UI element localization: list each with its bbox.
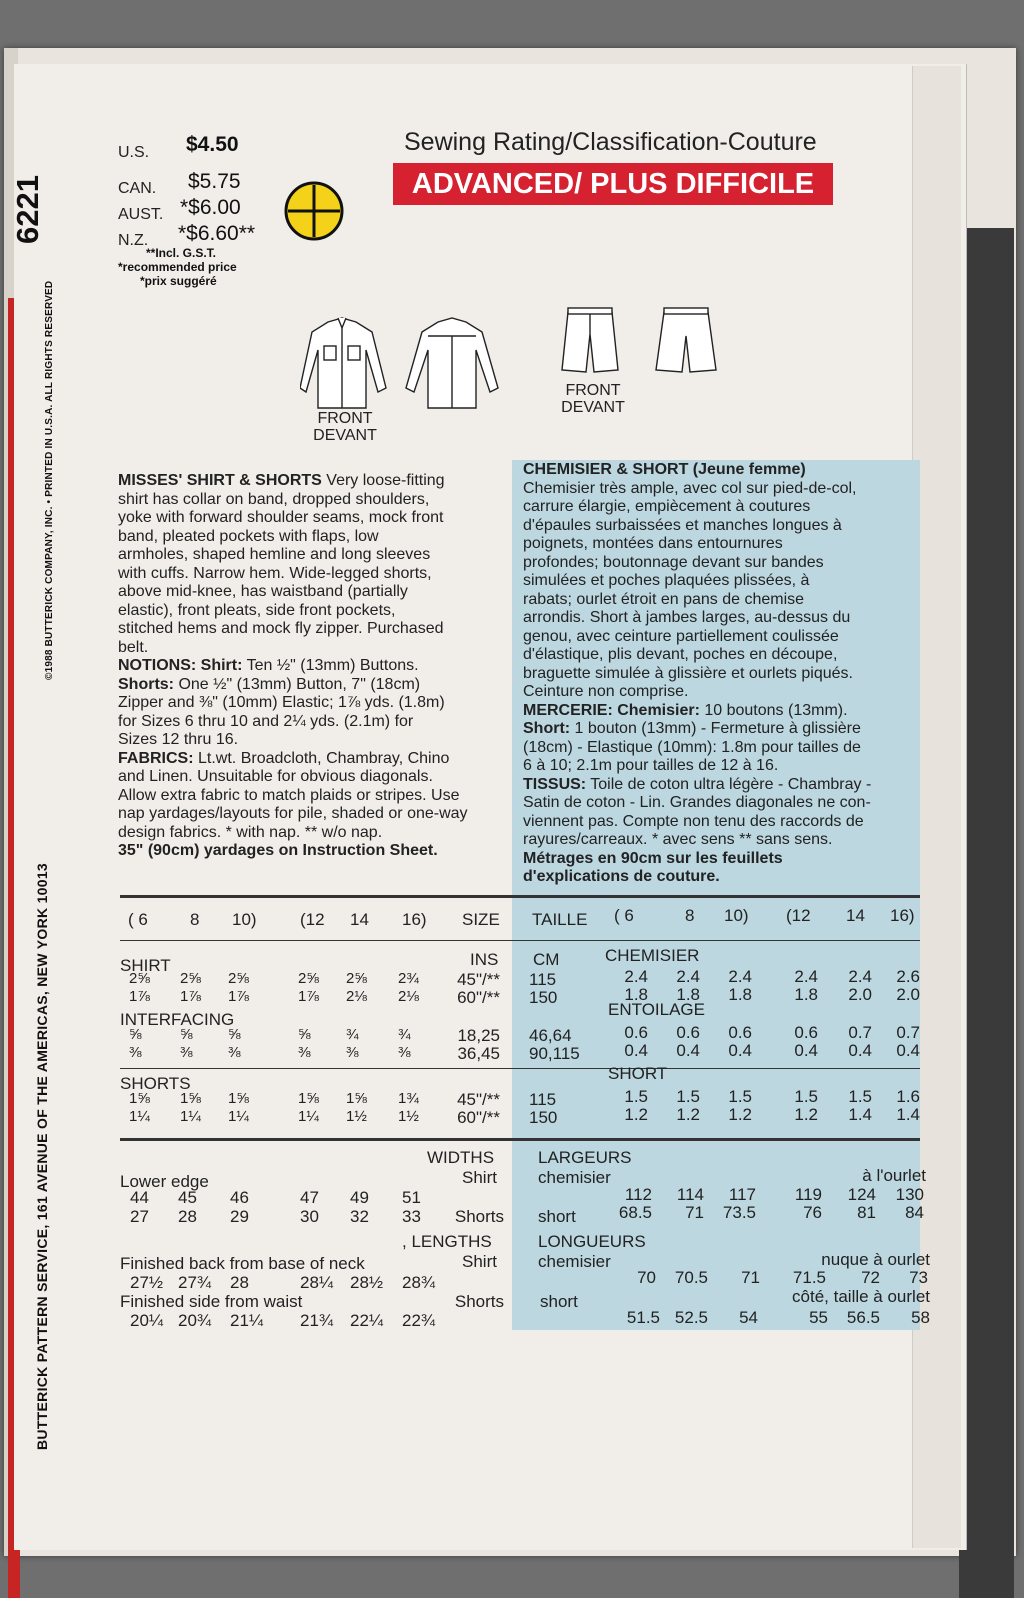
price-note-suggere: *prix suggéré xyxy=(140,274,217,288)
interfacing-cm-cell: 0.6 xyxy=(624,1023,648,1042)
lengths-shorts-label: Shorts xyxy=(454,1292,504,1311)
english-description-text: Lt.wt. Broadcloth, Chambray, Chino xyxy=(193,749,450,767)
shorts-width-cm: 115 xyxy=(529,1090,557,1109)
shirt-us-cell: 1⅞ xyxy=(228,988,249,1005)
cm-label: CM xyxy=(533,950,560,969)
french-description-text: profondes; boutonnage devant sur bandes xyxy=(523,553,824,571)
widths-shorts-us-cell: 32 xyxy=(350,1207,369,1226)
interfacing-label-en: INTERFACING xyxy=(120,1010,235,1029)
shirt-cm-cell: 2.4 xyxy=(676,967,700,986)
price-value-aust: *$6.00 xyxy=(180,196,241,219)
lengths-shorts-cm-cell: 54 xyxy=(739,1308,758,1327)
french-description-line xyxy=(523,609,871,628)
interfacing-us-cell: ⅜ xyxy=(346,1044,359,1061)
english-description-text: band, pleated pockets with flaps, low xyxy=(118,527,379,545)
shorts-sketch-icon xyxy=(560,300,720,380)
lengths-shorts-cm-cell: 51.5 xyxy=(626,1308,660,1327)
interfacing-cm-cell: 0.6 xyxy=(794,1023,818,1042)
english-description-line xyxy=(118,694,468,713)
shorts-cm-cell: 1.2 xyxy=(676,1105,700,1124)
french-description-line xyxy=(523,665,871,684)
shorts-width-in: 45"/** xyxy=(457,1090,500,1109)
lengths-shirt-us-cell: 28¼ xyxy=(300,1273,334,1292)
english-description-text: for Sizes 6 thru 10 and 2¼ yds. (2.1m) for xyxy=(118,712,414,730)
french-description-line xyxy=(523,813,871,832)
french-description-text: Satin de coton - Lin. Grandes diagonales ne con- xyxy=(523,794,871,811)
price-label-us: U.S. xyxy=(118,144,150,161)
shorts-us-cell: 1⅝ xyxy=(228,1090,249,1107)
shorts-label-en: SHORTS xyxy=(120,1074,191,1093)
english-description-text: with cuffs. Narrow hem. Wide-legged shorts, xyxy=(118,564,432,582)
english-description xyxy=(118,472,468,861)
english-description-text: elastic), front pleats, side front pockets, xyxy=(118,601,396,619)
interfacing-cm-cell: 0.7 xyxy=(848,1023,872,1042)
lengths-shirt-us-cell: 28½ xyxy=(350,1273,384,1292)
table-rule xyxy=(120,1138,920,1141)
english-description-line xyxy=(118,472,468,491)
french-description-line xyxy=(523,646,871,665)
french-description-text: 6 à 10; 2.1m pour tailles de 12 à 16. xyxy=(523,757,779,774)
lengths-shirt-us-cell: 28 xyxy=(230,1273,249,1292)
widths-shirt-us-cell: 47 xyxy=(300,1188,319,1207)
lengths-back-fr-label: nuque à ourlet xyxy=(821,1250,930,1269)
shirt-width-in: 60"/** xyxy=(457,988,500,1007)
interfacing-us-cell: ⅜ xyxy=(180,1044,193,1061)
advanced-badge: ADVANCED/ PLUS DIFFICILE xyxy=(393,163,833,205)
interfacing-us-cell: ¾ xyxy=(398,1026,411,1043)
lengths-shirt-cm-cell: 70.5 xyxy=(674,1268,708,1287)
taille-header-cell: 14 xyxy=(846,906,865,925)
french-description-text: Chemisier très ample, avec col sur pied-de-col, xyxy=(523,479,857,497)
french-description-text: CHEMISIER & SHORT (Jeune femme) xyxy=(523,461,806,478)
english-description-text: above mid-knee, has waistband (partially xyxy=(118,583,408,600)
english-description-text: FABRICS: xyxy=(118,749,194,767)
table-rule xyxy=(120,895,920,898)
lengths-shirt-cm-cell: 70 xyxy=(637,1268,656,1287)
french-description-line xyxy=(523,757,871,776)
french-description-text: rayures/carreaux. * avec sens ** sans sens. xyxy=(523,831,833,848)
table-rule xyxy=(120,940,920,941)
french-description-line xyxy=(523,776,871,795)
french-description-line xyxy=(523,702,871,721)
shirt-us-cell: 2⅛ xyxy=(346,988,367,1005)
english-description-line xyxy=(118,657,468,676)
pattern-number: 6221 xyxy=(10,175,45,244)
taille-header-cell: 8 xyxy=(685,906,695,925)
lengths-side-fr-label: côté, taille à ourlet xyxy=(792,1287,930,1306)
english-description-text: Shorts: xyxy=(118,675,174,693)
english-description-line xyxy=(118,583,468,602)
taille-header-cell: ( 6 xyxy=(614,906,634,925)
widths-shirt-us-cell: 49 xyxy=(350,1188,369,1207)
shirt-cm-cell: 1.8 xyxy=(728,985,752,1004)
french-description-text: simulées et poches plaquées plissées, à xyxy=(523,572,810,589)
widths-shirt-label: Shirt xyxy=(462,1168,497,1187)
widths-shirt-cm-cell: 130 xyxy=(895,1185,924,1204)
lower-edge-label: Lower edge xyxy=(120,1172,209,1191)
interfacing-cm-cell: 0.4 xyxy=(624,1041,648,1060)
interfacing-us-cell: ⅝ xyxy=(129,1026,142,1043)
shirt-cm-cell: 2.4 xyxy=(794,967,818,986)
french-description-text: arrondis. Short à jambes larges, au-dessus du xyxy=(523,609,851,626)
shorts-us-cell: 1¼ xyxy=(298,1108,319,1125)
english-description-line xyxy=(118,676,468,695)
interfacing-cm-cell: 0.4 xyxy=(676,1041,700,1060)
shorts-cm-cell: 1.5 xyxy=(676,1087,700,1106)
widths-shorts-cm-cell: 68.5 xyxy=(618,1203,652,1222)
lengths-shorts-us-cell: 22¾ xyxy=(402,1311,436,1330)
widths-shorts-cm-cell: 76 xyxy=(803,1203,822,1222)
shorts-cm-cell: 1.5 xyxy=(794,1087,818,1106)
english-description-line xyxy=(118,768,468,787)
shorts-us-cell: 1⅝ xyxy=(129,1090,150,1107)
widths-shorts-us-cell: 33 xyxy=(402,1207,421,1226)
price-value-nz: *$6.60** xyxy=(178,222,256,245)
interfacing-cm-cell: 0.4 xyxy=(896,1041,920,1060)
taille-header-cell: 10) xyxy=(724,906,749,925)
shirt-width-in: 45"/** xyxy=(457,970,500,989)
english-description-text: yoke with forward shoulder seams, mock front xyxy=(118,509,444,526)
publisher-address: BUTTERICK PATTERN SERVICE, 161 AVENUE OF THE AMERICAS, NEW YORK 10013 xyxy=(34,862,50,1450)
taille-header-cell: (12 xyxy=(786,906,811,925)
french-description-text: genou, avec ceinture partiellement coulissée xyxy=(523,627,839,645)
widths-shorts-us-cell: 30 xyxy=(300,1207,319,1226)
finished-side-label: Finished side from waist xyxy=(120,1292,303,1311)
english-description-line xyxy=(118,750,468,769)
french-description-line xyxy=(523,628,871,647)
taille-header-cell: 16) xyxy=(890,906,915,925)
shorts-us-cell: 1¼ xyxy=(129,1108,150,1125)
widths-short-label: short xyxy=(538,1207,576,1226)
interfacing-us-cell: ¾ xyxy=(346,1026,359,1043)
widths-shirt-cm-cell: 114 xyxy=(676,1185,704,1204)
shirt-width-cm: 115 xyxy=(529,970,557,989)
price-value-can: $5.75 xyxy=(188,170,241,193)
dark-background-edge xyxy=(959,228,1014,1598)
shorts-us-cell: 1⅝ xyxy=(298,1090,319,1107)
shirt-us-cell: 2⅝ xyxy=(129,970,150,987)
english-description-text: Allow extra fabric to match plaids or stripes. Use xyxy=(118,786,460,804)
widths-shorts-cm-cell: 84 xyxy=(905,1203,924,1222)
french-description-text: Métrages en 90cm sur les feuillets xyxy=(523,849,783,867)
shirt-us-cell: 1⅞ xyxy=(180,988,201,1005)
english-description-text: Sizes 12 thru 16. xyxy=(118,731,239,748)
lengths-label: , LENGTHS xyxy=(402,1232,492,1251)
french-description-line xyxy=(523,572,871,591)
sewing-rating-title: Sewing Rating/Classification-Couture xyxy=(404,128,817,156)
lengths-shorts-us-cell: 21¾ xyxy=(300,1311,334,1330)
french-description-line xyxy=(523,831,871,850)
english-description-line xyxy=(118,824,468,843)
shorts-cm-cell: 1.5 xyxy=(624,1087,648,1106)
price-note-gst: **Incl. G.S.T. xyxy=(146,246,217,260)
widths-shirt-us-cell: 46 xyxy=(230,1188,249,1207)
largeurs-label: LARGEURS xyxy=(538,1148,632,1167)
lengths-shirt-us-cell: 27¾ xyxy=(178,1273,212,1292)
widths-shirt-cm-cell: 112 xyxy=(624,1185,652,1204)
french-description-line xyxy=(523,480,871,499)
lengths-shirt-us-cell: 28¾ xyxy=(402,1273,436,1292)
french-description-text: Ceinture non comprise. xyxy=(523,683,689,700)
interfacing-us-cell: ⅜ xyxy=(298,1044,311,1061)
interfacing-width-cm: 46,64 xyxy=(529,1026,572,1045)
french-description xyxy=(523,461,871,887)
shorts-width-cm: 150 xyxy=(529,1108,558,1127)
shirt-us-cell: 2⅝ xyxy=(180,970,201,987)
interfacing-us-cell: ⅜ xyxy=(398,1044,411,1061)
french-description-line xyxy=(523,850,871,869)
interfacing-cm-cell: 0.6 xyxy=(728,1023,752,1042)
shirt-cm-cell: 2.0 xyxy=(848,985,872,1004)
interfacing-cm-cell: 0.4 xyxy=(848,1041,872,1060)
english-description-text: 35" (90cm) yardages on Instruction Sheet. xyxy=(118,842,438,859)
shorts-cm-cell: 1.6 xyxy=(896,1087,920,1106)
french-description-text: poignets, montées dans entournures xyxy=(523,535,783,552)
interfacing-us-cell: ⅜ xyxy=(228,1044,241,1061)
french-description-text: viennent pas. Compte non tenu des raccords de xyxy=(523,812,864,830)
shorts-cm-cell: 1.4 xyxy=(848,1105,872,1124)
size-header-cell: 14 xyxy=(350,910,369,929)
english-description-line xyxy=(118,602,468,621)
french-description-line xyxy=(523,794,871,813)
shorts-cm-cell: 1.2 xyxy=(728,1105,752,1124)
size-header-cell: 16) xyxy=(402,910,427,929)
english-description-text: MISSES' SHIRT & SHORTS xyxy=(118,472,322,489)
interfacing-cm-cell: 0.6 xyxy=(676,1023,700,1042)
widths-shirt-us-cell: 45 xyxy=(178,1188,197,1207)
french-description-text: Short: xyxy=(523,720,571,737)
shirt-cm-cell: 1.8 xyxy=(624,985,648,1004)
shirt-label-fr: CHEMISIER xyxy=(605,946,700,965)
english-description-text: NOTIONS: Shirt: xyxy=(118,657,243,674)
french-description-line xyxy=(523,868,871,887)
lengths-shorts-cm-cell: 55 xyxy=(809,1308,828,1327)
shirt-cm-cell: 2.4 xyxy=(624,967,648,986)
english-description-line xyxy=(118,565,468,584)
english-description-text: armholes, shaped hemline and long sleeves xyxy=(118,546,431,563)
english-description-line xyxy=(118,546,468,565)
shorts-cm-cell: 1.5 xyxy=(848,1087,872,1106)
interfacing-cm-cell: 0.4 xyxy=(794,1041,818,1060)
finished-back-label: Finished back from base of neck xyxy=(120,1254,365,1273)
shirt-cm-cell: 1.8 xyxy=(794,985,818,1004)
shorts-us-cell: 1⅝ xyxy=(346,1090,367,1107)
english-description-line xyxy=(118,731,468,750)
interfacing-width-in: 18,25 xyxy=(457,1026,500,1045)
french-description-line xyxy=(523,720,871,739)
shorts-us-cell: 1¼ xyxy=(180,1108,201,1125)
widths-label: WIDTHS xyxy=(427,1148,495,1167)
shirt-us-cell: 2⅝ xyxy=(228,970,249,987)
widths-shorts-cm-cell: 81 xyxy=(857,1203,876,1222)
price-label-can: CAN. xyxy=(118,180,157,197)
shorts-us-cell: 1¾ xyxy=(398,1090,419,1107)
shorts-width-in: 60"/** xyxy=(457,1108,500,1127)
english-description-line xyxy=(118,620,468,639)
widths-shirt-cm-cell: 117 xyxy=(728,1185,756,1204)
english-description-line xyxy=(118,805,468,824)
widths-shirt-us-cell: 44 xyxy=(130,1188,149,1207)
shirt-front-label: FRONT DEVANT xyxy=(313,410,377,444)
english-description-line xyxy=(118,713,468,732)
price-value-us: $4.50 xyxy=(186,133,239,156)
shorts-cm-cell: 1.4 xyxy=(896,1105,920,1124)
french-description-text: d'explications de couture. xyxy=(523,868,720,885)
shirt-cm-cell: 2.4 xyxy=(848,967,872,986)
shirt-us-cell: 2⅛ xyxy=(398,988,419,1005)
table-rule xyxy=(120,1068,920,1069)
french-description-line xyxy=(523,683,871,702)
shorts-us-cell: 1⅝ xyxy=(180,1090,201,1107)
lengths-shorts-us-cell: 22¼ xyxy=(350,1311,384,1330)
shirt-us-cell: 2⅝ xyxy=(298,970,319,987)
french-description-line xyxy=(523,498,871,517)
widths-chemisier-label: chemisier xyxy=(538,1168,611,1187)
shorts-us-cell: 1½ xyxy=(346,1108,367,1125)
widths-shorts-cm-cell: 71 xyxy=(685,1203,704,1222)
shirt-cm-cell: 2.4 xyxy=(728,967,752,986)
lengths-shirt-cm-cell: 72 xyxy=(861,1268,880,1287)
widths-shirt-cm-cell: 119 xyxy=(794,1185,822,1204)
french-description-line xyxy=(523,461,871,480)
english-description-line xyxy=(118,509,468,528)
shirt-us-cell: 2⅝ xyxy=(346,970,367,987)
size-header-cell: ( 6 xyxy=(128,910,148,929)
english-description-text: and Linen. Unsuitable for obvious diagonals. xyxy=(118,768,433,785)
size-header-cell: 10) xyxy=(232,910,257,929)
english-description-text: Zipper and ⅜" (10mm) Elastic; 1⅞ yds. (1.8m) xyxy=(118,694,445,711)
english-description-line xyxy=(118,639,468,658)
interfacing-label-fr: ENTOILAGE xyxy=(608,1000,705,1019)
lengths-shirt-us-cell: 27½ xyxy=(130,1273,164,1292)
advanced-rating-symbol-icon xyxy=(283,180,345,242)
english-description-text: stitched hems and mock fly zipper. Purchased xyxy=(118,620,444,637)
french-description-text: (18cm) - Elastique (10mm): 1.8m pour tailles de xyxy=(523,738,861,756)
ins-label: INS xyxy=(470,950,499,969)
widths-shorts-cm-cell: 73.5 xyxy=(722,1203,756,1222)
french-description-line xyxy=(523,591,871,610)
shorts-cm-cell: 1.5 xyxy=(728,1087,752,1106)
lengths-shirt-cm-cell: 73 xyxy=(909,1268,928,1287)
lengths-shorts-us-cell: 20¼ xyxy=(130,1311,164,1330)
lengths-shirt-cm-cell: 71 xyxy=(741,1268,760,1287)
french-description-text: Toile de coton ultra légère - Chambray - xyxy=(586,775,872,793)
interfacing-width-cm: 90,115 xyxy=(529,1044,580,1063)
price-note-recommended: *recommended price xyxy=(118,260,237,274)
widths-shorts-us-cell: 28 xyxy=(178,1207,197,1226)
widths-shirt-cm-cell: 124 xyxy=(847,1185,876,1204)
shirt-sketch-icon xyxy=(300,312,500,412)
french-description-line xyxy=(523,535,871,554)
english-description-text: shirt has collar on band, dropped shoulders, xyxy=(118,490,430,508)
shirt-width-cm: 150 xyxy=(529,988,558,1007)
english-description-text: One ½" (13mm) Button, 7" (18cm) xyxy=(174,675,421,693)
shirt-cm-cell: 1.8 xyxy=(676,985,700,1004)
english-description-text: design fabrics. * with nap. ** w/o nap. xyxy=(118,823,383,841)
french-description-line xyxy=(523,517,871,536)
french-description-line xyxy=(523,739,871,758)
lengths-shirt-label: Shirt xyxy=(462,1252,497,1271)
widths-shirt-us-cell: 51 xyxy=(402,1188,421,1207)
interfacing-cm-cell: 0.4 xyxy=(728,1041,752,1060)
interfacing-width-in: 36,45 xyxy=(457,1044,500,1063)
lengths-shorts-cm-cell: 58 xyxy=(911,1308,930,1327)
french-description-line xyxy=(523,554,871,573)
interfacing-us-cell: ⅝ xyxy=(180,1026,193,1043)
english-description-text: nap yardages/layouts for pile, shaded or one-way xyxy=(118,805,468,822)
size-label: SIZE xyxy=(462,910,500,929)
interfacing-cm-cell: 0.7 xyxy=(896,1023,920,1042)
shorts-front-label: FRONT DEVANT xyxy=(561,382,625,416)
shorts-us-cell: 1¼ xyxy=(228,1108,249,1125)
shirt-cm-cell: 2.6 xyxy=(896,967,920,986)
shorts-cm-cell: 1.2 xyxy=(624,1105,648,1124)
french-description-text: d'épaules surbaissées et manches longues à xyxy=(523,516,842,534)
shorts-cm-cell: 1.2 xyxy=(794,1105,818,1124)
french-description-text: braguette simulée à glissière et ourlets piqués. xyxy=(523,664,853,682)
interfacing-us-cell: ⅝ xyxy=(228,1026,241,1043)
lengths-shorts-us-cell: 21¼ xyxy=(230,1311,264,1330)
shirt-us-cell: 1⅞ xyxy=(129,988,150,1005)
shirt-us-cell: 1⅞ xyxy=(298,988,319,1005)
interfacing-us-cell: ⅝ xyxy=(298,1026,311,1043)
french-description-text: rabats; ourlet étroit en pans de chemise xyxy=(523,590,805,608)
widths-shorts-us-cell: 29 xyxy=(230,1207,249,1226)
shirt-label-en: SHIRT xyxy=(120,956,171,975)
shorts-us-cell: 1½ xyxy=(398,1108,419,1125)
shirt-cm-cell: 2.0 xyxy=(896,985,920,1004)
lengths-short-label: short xyxy=(540,1292,578,1311)
lengths-shirt-cm-cell: 71.5 xyxy=(792,1268,826,1287)
price-label-aust: AUST. xyxy=(118,206,164,223)
english-description-line xyxy=(118,491,468,510)
shorts-label-fr: SHORT xyxy=(608,1064,668,1083)
english-description-line xyxy=(118,787,468,806)
lengths-chemisier-label: chemisier xyxy=(538,1252,611,1271)
widths-shorts-us-cell: 27 xyxy=(130,1207,149,1226)
longueurs-label: LONGUEURS xyxy=(538,1232,646,1251)
price-label-nz: N.Z. xyxy=(118,232,149,249)
size-header-cell: (12 xyxy=(300,910,325,929)
taille-label: TAILLE xyxy=(532,910,588,929)
english-description-text: belt. xyxy=(118,638,149,656)
french-description-text: 1 bouton (13mm) - Fermeture à glissière xyxy=(570,720,861,737)
lengths-shorts-us-cell: 20¾ xyxy=(178,1311,212,1330)
shirt-us-cell: 2¾ xyxy=(398,970,419,987)
copyright-text: ©1988 BUTTERICK COMPANY, INC. • PRINTED IN U.S.A. ALL RIGHTS RESERVED xyxy=(44,280,55,680)
french-description-text: d'élastique, plis devant, poches en découpe, xyxy=(523,646,838,663)
english-description-text: Ten ½" (13mm) Buttons. xyxy=(242,657,419,674)
lengths-shorts-cm-cell: 56.5 xyxy=(846,1308,880,1327)
english-description-line xyxy=(118,528,468,547)
widths-hem-label: à l'ourlet xyxy=(862,1166,926,1185)
widths-shorts-label: Shorts xyxy=(454,1207,504,1226)
english-description-line xyxy=(118,842,468,861)
lengths-shorts-cm-cell: 52.5 xyxy=(674,1308,708,1327)
french-description-text: TISSUS: xyxy=(523,775,587,793)
french-description-text: MERCERIE: Chemisier: xyxy=(523,701,700,719)
english-description-text: Very loose-fitting xyxy=(321,472,445,489)
french-description-text: 10 boutons (13mm). xyxy=(699,701,848,719)
interfacing-us-cell: ⅜ xyxy=(129,1044,142,1061)
french-description-text: carrure élargie, empiècement à coutures xyxy=(523,498,811,515)
size-header-cell: 8 xyxy=(190,910,200,929)
